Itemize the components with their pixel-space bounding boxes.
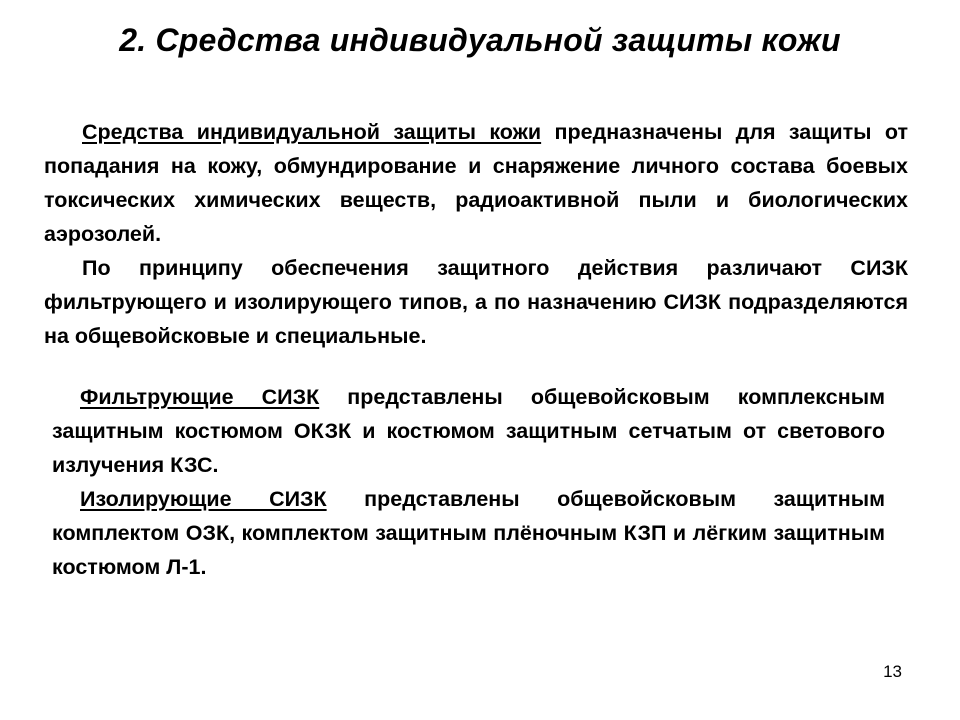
filtering-term: Фильтрующие СИЗК (80, 385, 320, 409)
isolating-paragraph (52, 482, 885, 584)
filtering-text: представлены общевойсковым комплексным защитным костюмом ОКЗК и костюмом защитным сетчатым от светового излучения КЗС. (52, 385, 885, 477)
classification-paragraph: По принципу обеспечения защитного действия различают СИЗК фильтрующего и изолирующего типов, а по назначению СИЗК подразделяются на общевойсковые и специальные. (44, 256, 908, 348)
intro-text-block (44, 115, 908, 353)
definition-paragraph (44, 115, 908, 251)
filtering-paragraph (52, 380, 885, 482)
page-number: 13 (883, 662, 902, 681)
slide-title: 2. Средства индивидуальной защиты кожи (119, 22, 841, 58)
definition-text: предназначены для защиты от попадания на кожу, обмундирование и снаряжение личного состава боевых токсических химических веществ, радиоактивной пыли и биологических аэрозолей. (44, 120, 908, 246)
types-text-block (52, 380, 885, 584)
isolating-text: представлены общевойсковым защитным комплектом ОЗК, комплектом защитным плёночным КЗП и лёгким защитным костюмом Л-1. (52, 487, 885, 579)
isolating-term: Изолирующие СИЗК (80, 487, 327, 511)
definition-term: Средства индивидуальной защиты кожи (82, 120, 542, 144)
